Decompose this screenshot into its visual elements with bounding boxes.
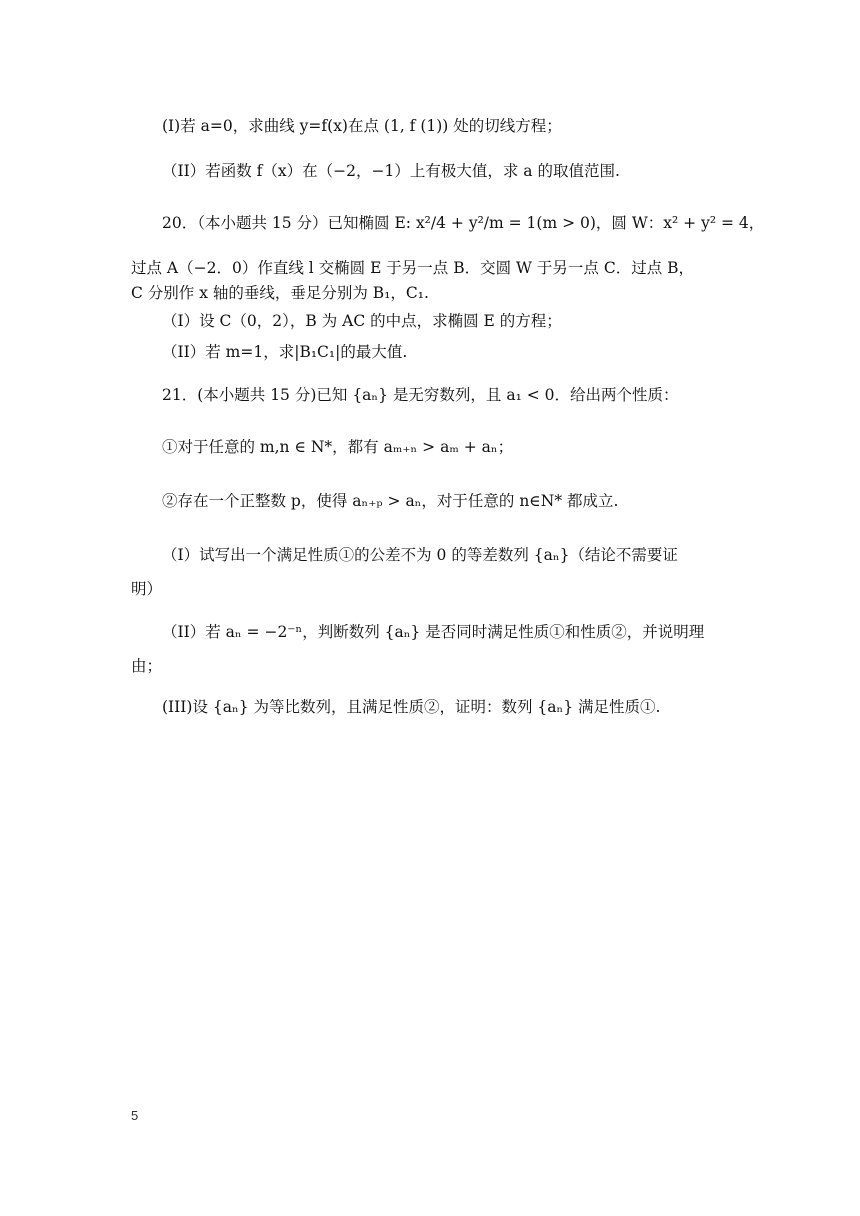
q21-part1-line1: （I）试写出一个满足性质①的公差不为 0 的等差数列 {aₙ}（结论不需要证 bbox=[162, 546, 678, 564]
q21-stem: 21．(本小题共 15 分)已知 {aₙ} 是无穷数列，且 a₁ < 0．给出两个性质： bbox=[162, 386, 679, 404]
q19-part1: (I)若 a=0，求曲线 y=f(x)在点 (1, f (1)) 处的切线方程； bbox=[162, 117, 562, 135]
q20-stem-line2: 过点 A（−2．0）作直线 l 交椭圆 E 于另一点 B．交圆 W 于另一点 C．过点 B， bbox=[131, 259, 695, 277]
q21-part2-line1: （II）若 aₙ = −2⁻ⁿ，判断数列 {aₙ} 是否同时满足性质①和性质②，并说明理 bbox=[162, 623, 705, 641]
page-number: 5 bbox=[131, 1108, 139, 1123]
q19-part2: （II）若函数 f（x）在（−2，−1）上有极大值，求 a 的取值范围. bbox=[162, 162, 620, 180]
q20-part2: （II）若 m=1，求|B₁C₁|的最大值. bbox=[162, 343, 408, 361]
q20-stem-line1: 20．（本小题共 15 分）已知椭圆 E: x²/4 + y²/m = 1(m > 0)，圆 W：x² + y² = 4， bbox=[162, 214, 765, 232]
q21-property1: ①对于任意的 m,n ∈ N*，都有 aₘ₊ₙ > aₘ + aₙ； bbox=[162, 438, 514, 456]
q21-part3: (III)设 {aₙ} 为等比数列，且满足性质②，证明：数列 {aₙ} 满足性质①. bbox=[162, 698, 661, 716]
q21-part2-line2: 由； bbox=[131, 657, 163, 675]
q20-part1: （I）设 C（0，2），B 为 AC 的中点，求椭圆 E 的方程； bbox=[162, 312, 562, 330]
q21-part1-line2: 明） bbox=[131, 580, 163, 598]
q20-stem-line3: C 分别作 x 轴的垂线，垂足分别为 B₁，C₁. bbox=[131, 284, 429, 302]
q21-property2: ②存在一个正整数 p，使得 aₙ₊ₚ > aₙ，对于任意的 n∈N* 都成立. bbox=[162, 492, 619, 510]
